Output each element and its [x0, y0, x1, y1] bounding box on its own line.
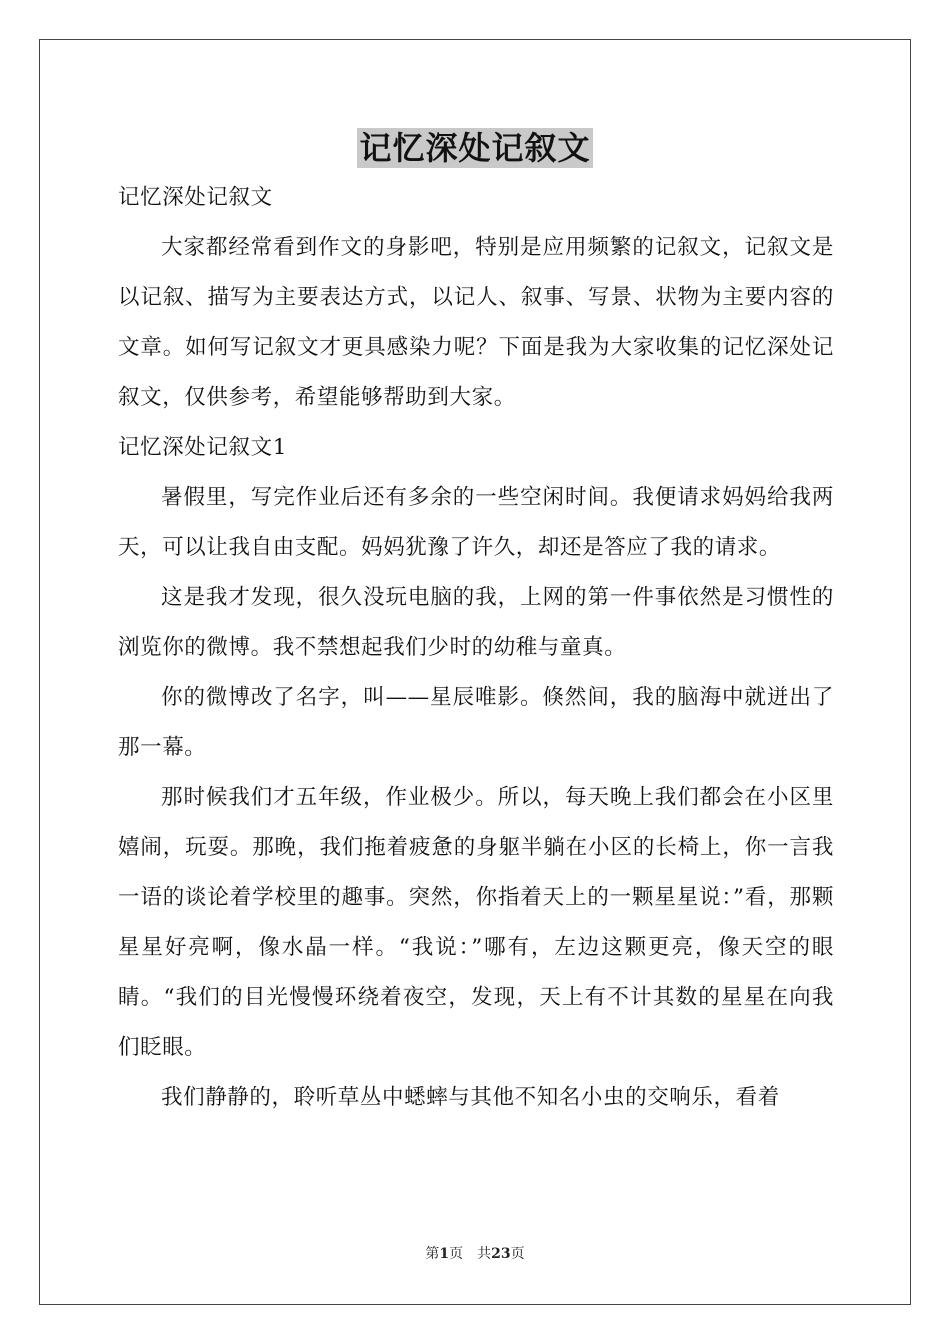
page-footer: [0, 1244, 950, 1264]
title-container: [0, 128, 950, 168]
page-suffix: 页: [449, 1246, 464, 1262]
paragraph: 你的微博改了名字，叫——星辰唯影。倏然间，我的脑海中就迸出了那一幕。: [118, 685, 834, 760]
total-prefix: 共: [477, 1246, 492, 1262]
paragraph: 记忆深处记叙文: [118, 185, 273, 210]
document-title: 记忆深处记叙文: [359, 129, 591, 167]
page-total: 23: [491, 1246, 511, 1262]
paragraph: 暑假里，写完作业后还有多余的一些空闲时间。我便请求妈妈给我两天，可以让我自由支配。妈妈犹豫了许久，却还是答应了我的请求。: [118, 485, 834, 560]
paragraph: 那时候我们才五年级，作业极少。所以，每天晚上我们都会在小区里嬉闹，玩耍。那晚，我们拖着疲惫的身躯半躺在小区的长椅上，你一言我一语的谈论着学校里的趣事。突然，你指着天上的一颗星星说：”看，那颗星星好亮啊，像水晶一样。“我说：”哪有，左边这颗更亮，像天空的眼睛。“我们的目光慢慢环绕着夜空，发现，天上有不计其数的星星在向我们眨眼。: [118, 785, 834, 1060]
document-body: [118, 173, 834, 1123]
paragraph: 这是我才发现，很久没玩电脑的我，上网的第一件事依然是习惯性的浏览你的微博。我不禁想起我们少时的幼稚与童真。: [118, 585, 834, 660]
page-current: 1: [439, 1246, 450, 1262]
total-suffix: 页: [510, 1246, 525, 1262]
paragraph: 大家都经常看到作文的身影吧，特别是应用频繁的记叙文，记叙文是以记叙、描写为主要表达方式，以记人、叙事、写景、状物为主要内容的文章。如何写记叙文才更具感染力呢？下面是我为大家收集的记忆深处记叙文，仅供参考，希望能够帮助到大家。: [118, 235, 834, 410]
paragraph: 我们静静的，聆听草丛中蟋蟀与其他不知名小虫的交响乐，看着: [161, 1085, 780, 1110]
page-prefix: 第: [425, 1246, 440, 1262]
paragraph: 记忆深处记叙文1: [118, 435, 287, 460]
